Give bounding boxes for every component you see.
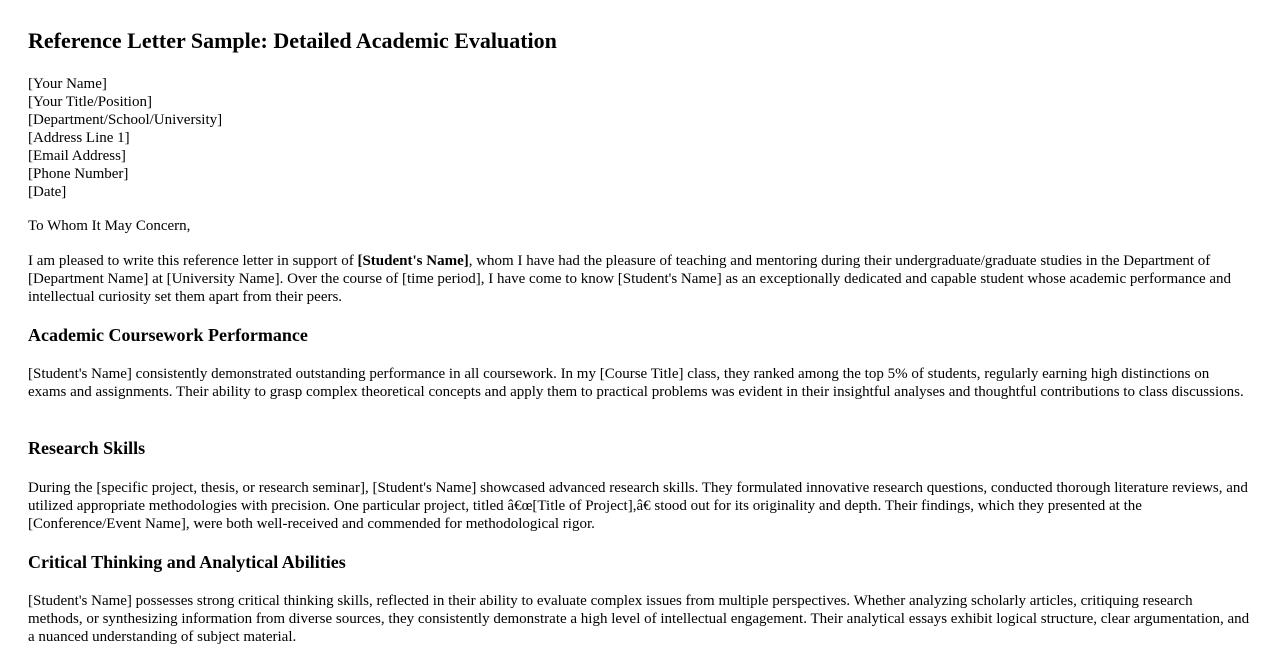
section-heading-critical-thinking: Critical Thinking and Analytical Abilities — [28, 552, 346, 572]
page-title: Reference Letter Sample: Detailed Academic Evaluation — [28, 28, 557, 53]
sender-title: [Your Title/Position] — [28, 94, 152, 110]
sender-block — [28, 75, 222, 201]
salutation: To Whom It May Concern, — [28, 218, 191, 234]
intro-text-start: I am pleased to write this reference letter in support of — [28, 253, 358, 269]
section-body-coursework: [Student's Name] consistently demonstrated outstanding performance in all coursework. In my [Course Title] class, they ranked among the top 5% of students, regularly earning high distinctions on exams and assignments. Their ability to grasp complex theoretical concepts and apply them to practical problems was evident in their insightful analyses and thoughtful contributions to class discussions. — [28, 366, 1244, 400]
sender-name: [Your Name] — [28, 76, 107, 92]
section-heading-coursework: Academic Coursework Performance — [28, 325, 308, 345]
sender-date: [Date] — [28, 184, 67, 200]
section-body-research: During the [specific project, thesis, or research seminar], [Student's Name] showcased advanced research skills. They formulated innovative research questions, conducted thorough literature reviews, and utilized appropriate methodologies with precision. One particular project, titled â€œ[Title of Project],â€ stood out for its originality and depth. Their findings, which they presented at the [Conference/Event Name], were both well-received and commended for methodological rigor. — [28, 480, 1248, 532]
section-heading-research: Research Skills — [28, 438, 146, 458]
section-body-critical-thinking: [Student's Name] possesses strong critical thinking skills, reflected in their ability to evaluate complex issues from multiple perspectives. Whether analyzing scholarly articles, critiquing research methods, or synthesizing information from diverse sources, they consistently demonstrate a high level of intellectual engagement. Their analytical essays exhibit logical structure, clear argumentation, and a nuanced understanding of subject material. — [28, 593, 1250, 645]
student-name-bold: [Student's Name] — [357, 253, 469, 269]
intro-text-end: , whom I have had the pleasure of teaching and mentoring during their undergraduate/graduate studies in the Department of [Department Name] at [University Name]. Over the course of [time period], I have come to know [Student's Name] as an exceptionally dedicated and capable student whose academic performance and intellectual curiosity set them apart from their peers. — [28, 253, 1232, 305]
intro-paragraph — [28, 252, 1250, 306]
sender-phone: [Phone Number] — [28, 166, 129, 182]
sender-email: [Email Address] — [28, 148, 126, 164]
sender-address: [Address Line 1] — [28, 130, 130, 146]
sender-department: [Department/School/University] — [28, 112, 223, 128]
